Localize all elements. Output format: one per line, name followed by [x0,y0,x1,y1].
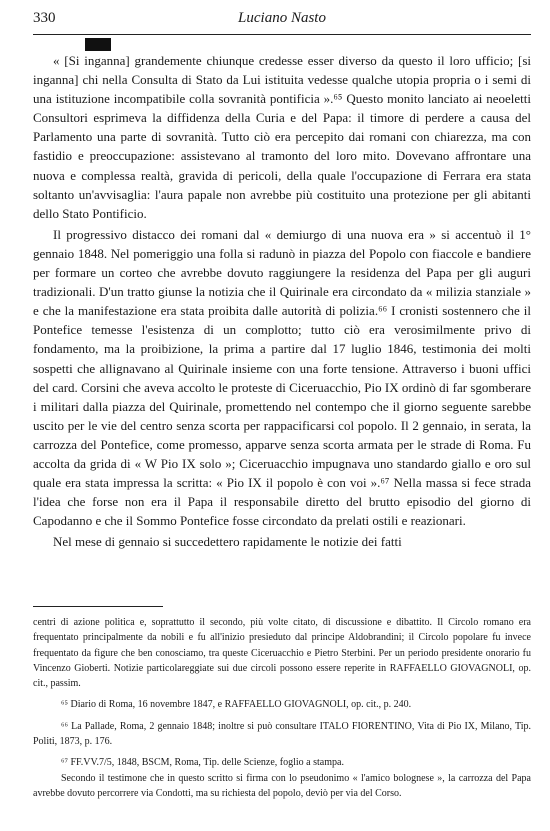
page-header [33,10,531,35]
footnote-rule [33,606,163,607]
footnote-66: ⁶⁶ La Pallade, Roma, 2 gennaio 1848; inoltre si può consultare ITALO FIORENTINO, Vita di Pio IX, Milano, Tip. Politi, 1873, p. 176. [33,720,531,748]
running-head: Luciano Nasto [238,10,326,26]
paragraph: Nel mese di gennaio si succedettero rapidamente le notizie dei fatti [53,534,402,550]
footnote-65: ⁶⁵ Diario di Roma, 16 novembre 1847, e RAFFAELLO GIOVAGNOLI, op. cit., p. 240. [61,699,412,711]
footnote-67: ⁶⁷ FF.VV.7/5, 1848, BSCM, Roma, Tip. delle Scienze, foglio a stampa. [61,757,344,769]
paragraph: « [Si inganna] grandemente chiunque credesse esser diverso da questo il loro ufficio; [si inganna] chi nella Consulta di Stato da Lui istituita vedesse qualche utopia propria o i semi di una istituzione incompatibile colla sovranità pontificia ».⁶⁵ Questo monito lanciato ai neoeletti Consultori esprimeva la diffidenza della Curia e del Papa: il timore di perdere a causa del Parlamento una parte di sovranità. Tutto ciò era percepito dai romani con chiarezza, ma con fastidio e preoccupazione: assistevano al tramonto del loro mito. Dovevano affrontare una nuova e complessa realtà, gravida di pericoli, della quale l'occupazione di Ferrara era stata soltanto un'avvisaglia: l'aura papale non avrebbe più costituito una protezione per gli abitanti dello Stato Pontificio. [33,53,531,221]
footnotes [33,615,531,801]
page-number: 330 [33,10,56,26]
redaction-mark [85,38,111,51]
paragraph: Il progressivo distacco dei romani dal « demiurgo di una nuova era » si accentuò il 1° gennaio 1848. Nel pomeriggio una folla si radunò in piazza del Popolo con fiaccole e bandiere per formare un corteo che avrebbe dovuto raggiungere la residenza del Papa per gli auguri tradizionali. D'un tratto giunse la notizia che il Quirinale era circondato da « milizia stanziale » e che la manifestazione era stata proibita dalle autorità di polizia.⁶⁶ I cronisti sostennero che il Pontefice temesse l'esistenza di un complotto; tutto ciò era verosimilmente privo di fondamento, ma la proibizione, la prima a partire dal 17 luglio 1846, testimonia dei molti sospetti che allignavano al Quirinale insieme con una forte tensione. Attraverso i buoni uffici del card. Corsini che aveva accolto le proteste di Ciceruacchio, Pio IX ordinò di far sgomberare i militari dalla piazza del Quirinale, promettendo nel contempo che il giorno seguente sarebbe uscito per le vie del centro senza scorta per rappacificarsi col popolo. Il 2 gennaio, in serata, la carrozza del Pontefice, come promesso, apparve senza scorta armata per le strade di Roma. Fu accolta da grida di « W Pio IX solo »; Ciceruacchio impugnava uno standardo giallo e oro sul quale era stata impressa la scritta: « Pio IX il popolo è con voi ».⁶⁷ Nella massa si fece strada l'idea che forse non era il Papa il responsabile diretto del brutto episodio del giorno di Capodanno e che il Sommo Pontefice fosse circondato da prelati ostili e reazionari. [33,226,531,529]
footnote-67-continued: Secondo il testimone che in questo scritto si firma con lo pseudonimo « l'amico bolognese », la carrozza del Papa avrebbe dovuto percorrere via Condotti, ma su richiesta del popolo, deviò per via del Corso. [33,772,531,799]
main-text [33,51,531,551]
footnote-carryover: centri di azione politica e, soprattutto il secondo, più volte citato, di discussione e dibattito. Il Circolo romano era frequentato principalmente da nobili e fu all'inizio presieduto dal principe Aldobrandini; il Circolo popolare fu invece frequentato da figure che ben conosciamo, tra queste Ciceruacchio e Pietro Sterbini. Per un periodo presidente onorario fu Vincenzo Gioberti. Notizie particolareggiate sui due circoli possono essere reperite in RAFFAELLO GIOVAGNOLI, op. cit., passim. [33,617,531,690]
